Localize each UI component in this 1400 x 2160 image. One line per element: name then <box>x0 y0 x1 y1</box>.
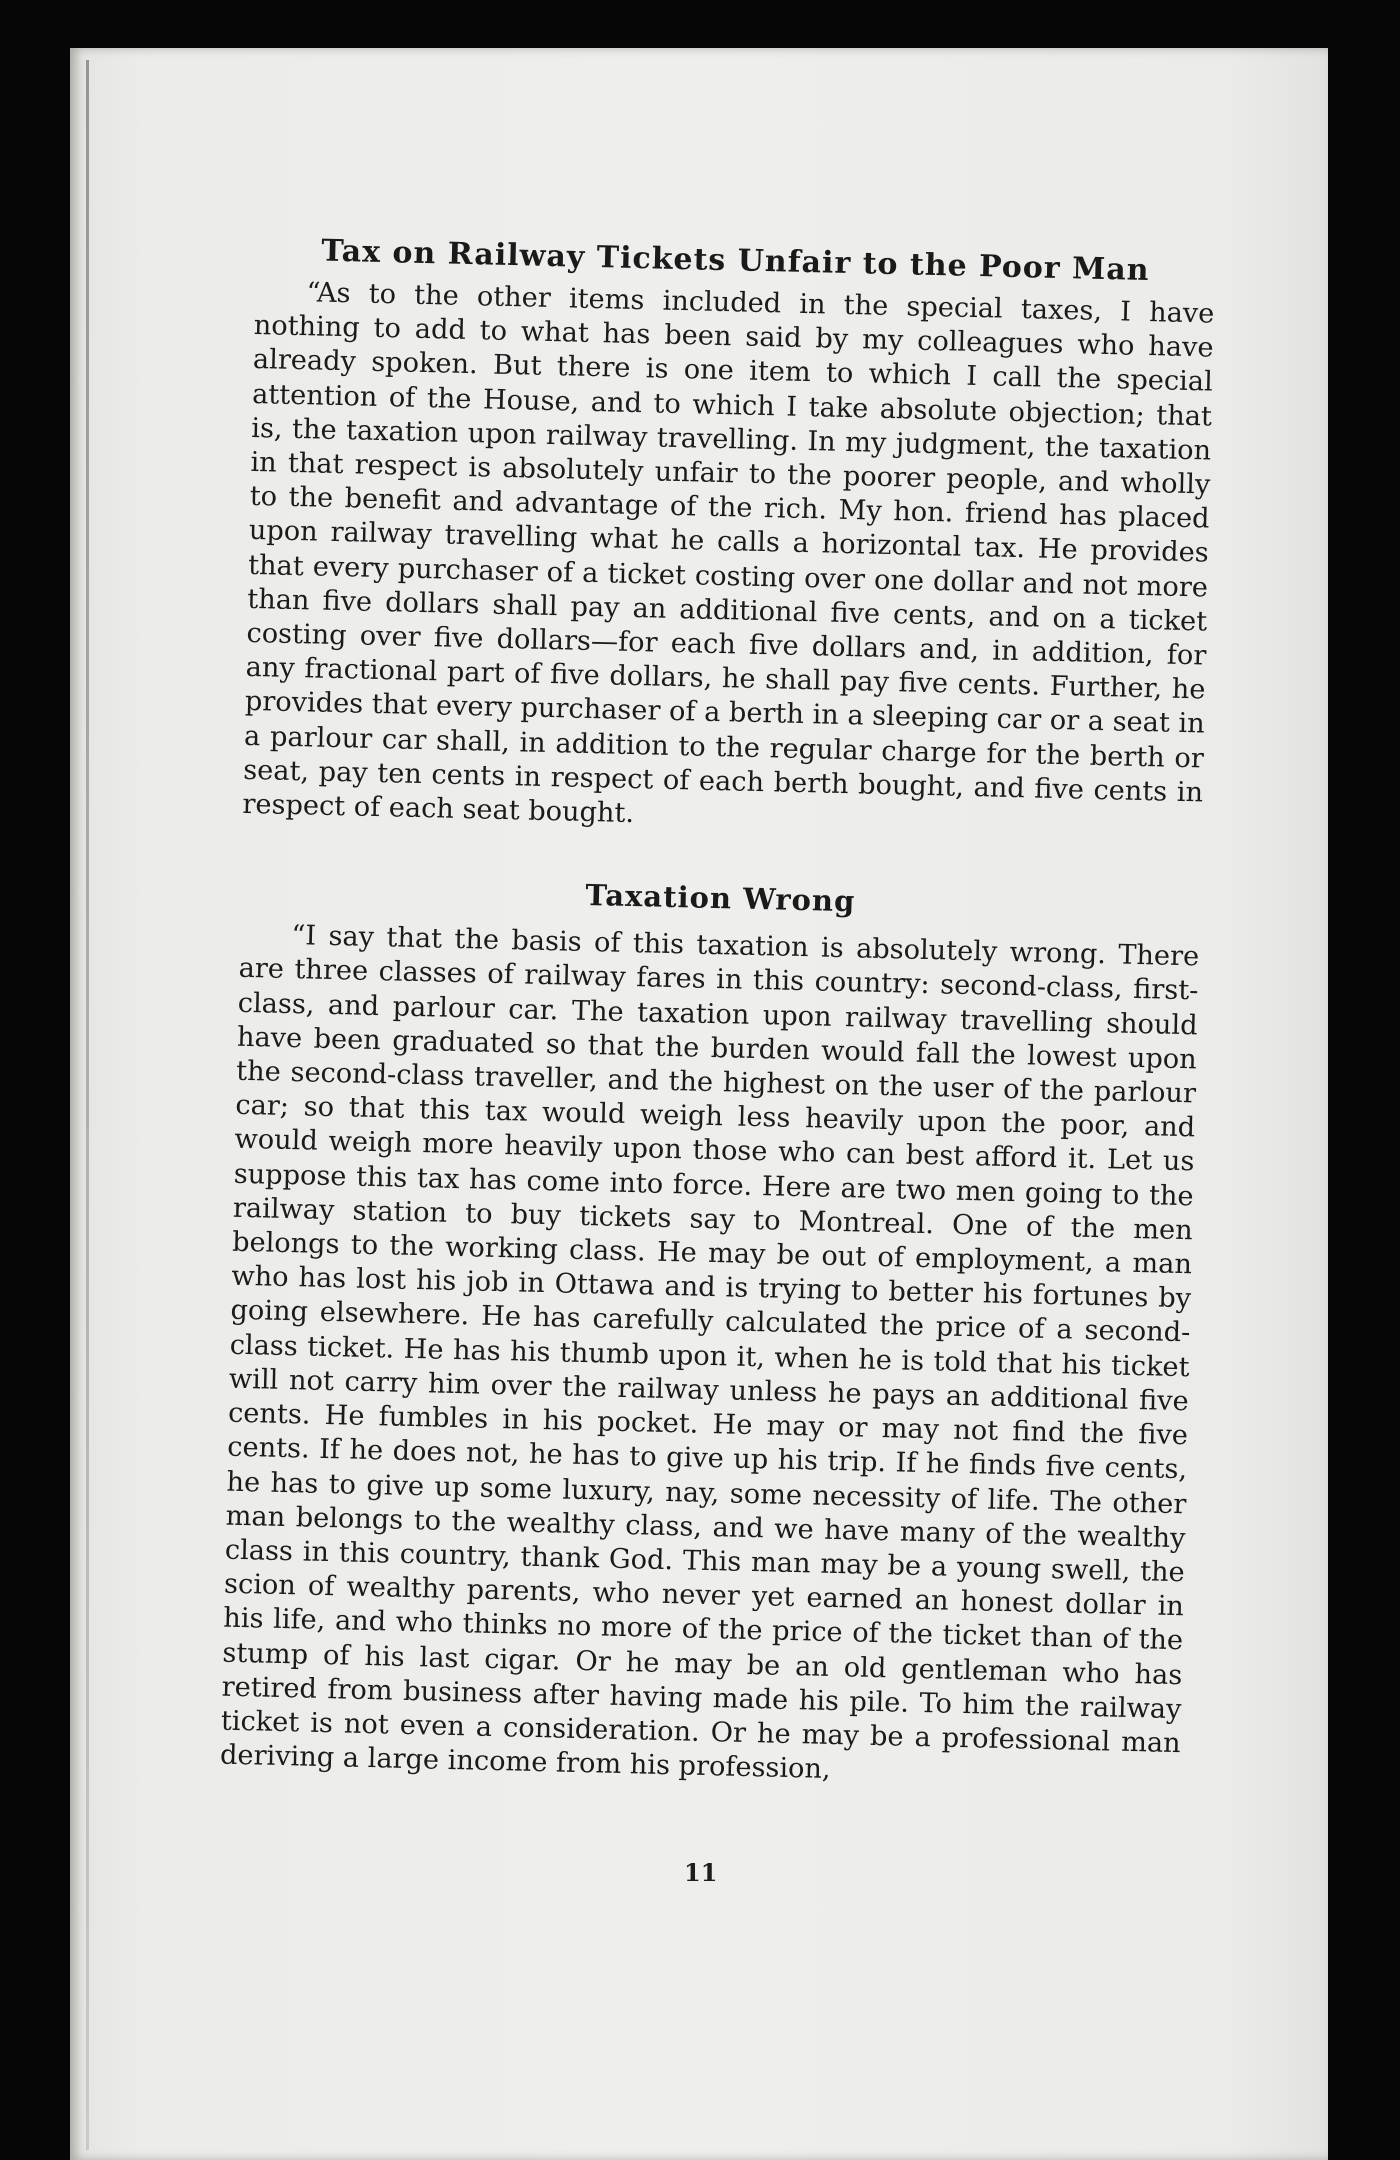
paragraph-taxation-wrong: “I say that the basis of this taxation is absolutely wrong. There are three classes of railway fares in this country: second-class, first-class, and parlour car. The taxation upon railway travelling should have been graduated so that the burden would fall the lowest upon the second-class traveller, and the highest on the user of the parlour car; so that this tax would weigh less heavily upon the poor, and would weigh more heavily upon those who can best afford it. Let us suppose this tax has come into force. Here are two men going to the railway station to buy tickets say to Montreal. One of the men belongs to the working class. He may be out of employment, a man who has lost his job in Ottawa and is trying to better his fortunes by going elsewhere. He has carefully calculated the price of a second-class ticket. He has his thumb upon it, when he is told that his ticket will not carry him over the railway unless he pays an additional five cents. He fumbles in his pocket. He may or may not find the five cents. If he does not, he has to give up his trip. If he finds five cents, he has to give up some luxury, nay, some necessity of life. The other man belongs to the wealthy class, and we have many of the wealthy class in this country, thank God. This man may be a young swell, the scion of wealthy parents, who never yet earned an honest dollar in his life, and who thinks no more of the price of the ticket than of the stump of his last cigar. Or he may be an old gentleman who has retired from business after having made his pile. To him the railway ticket is not even a consideration. Or he may be a professional man deriving a large income from his profession, <box>219 920 1200 1786</box>
page-binding-edge <box>86 60 89 2150</box>
section-heading-railway-tickets: Tax on Railway Tickets Unfair to the Poor Man <box>320 233 1151 289</box>
section-heading-taxation-wrong: Taxation Wrong <box>585 878 856 919</box>
paragraph-railway-tickets: “As to the other items included in the special taxes, I have nothing to add to what has been said by my colleagues who have already spoken. But there is one item to which I call the special attention of the House, and to which I take absolute objection; that is, the taxation upon railway travelling. In my judgment, the taxation in that respect is absolutely unfair to the poorer people, and wholly to the benefit and advantage of the rich. My hon. friend has placed upon railway travelling what he calls a horizontal tax. He provides that every purchaser of a ticket costing over one dollar and not more than five dollars shall pay an additional five cents, and on a ticket costing over five dollars—for each five dollars and, in addition, for any fractional part of five dollars, he shall pay five cents. Further, he provides that every purchaser of a berth in a sleeping car or a seat in a parlour car shall, in addition to the regular charge for the berth or seat, pay ten cents in respect of each berth bought, and five cents in respect of each seat bought. <box>242 277 1215 830</box>
page-number: 11 <box>684 1858 718 1887</box>
page-content <box>220 232 1216 1796</box>
